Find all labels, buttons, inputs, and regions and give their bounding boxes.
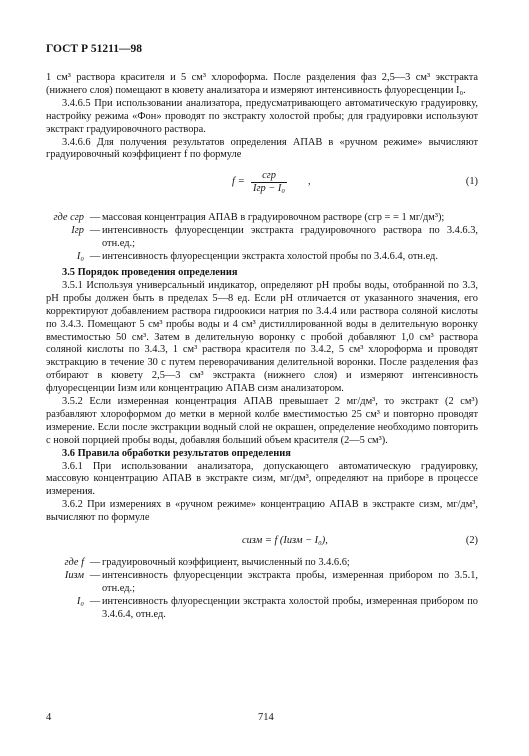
legend-symbol: Iгр xyxy=(71,225,84,237)
formula-1-fraction xyxy=(251,170,287,195)
section-heading-3-6: 3.6 Правила обработки результатов определения xyxy=(62,447,291,459)
formula-1-numerator: cгр xyxy=(251,170,287,183)
legend-row: I₀ — интенсивность флуоресценции экстракта холостой пробы по 3.4.6.4, отн.ед. xyxy=(46,251,478,264)
paragraph-3-5-2: 3.5.2 Если измеренная концентрация АПАВ превышает 2 мг/дм³, то экстракт (2 см³) разбавляют хлороформом до метки в мерной колбе вместимостью 25 см³ и повторно проводят измерение. Если после экстракции водный слой не окрашен, определение необходимо повторить с новой порцией пробы воды, добавляя больший объем красителя (2—5 см³). xyxy=(46,396,478,446)
formula-1 xyxy=(46,170,478,206)
legend-text: интенсивность флуоресценции экстракта пробы, измеренная прибором по 3.5.1, отн.ед.; xyxy=(102,570,478,594)
paragraph-3-6-1: 3.6.1 При использовании анализатора, допускающего автоматическую градуировку, массовую концентрацию АПАВ в экстракте cизм, мг/дм³, определяют на приборе в процессе измерения. xyxy=(46,460,478,498)
legend-row: I₀ — интенсивность флуоресценции экстракта холостой пробы, измеренная прибором по 3.4.6.4, отн.ед. xyxy=(46,596,478,622)
legend-text: интенсивность флуоресценции экстракта холостой пробы, измеренная прибором по 3.4.6.4, отн.ед. xyxy=(102,595,478,620)
formula-2-expression: cизм = f (Iизм − I₀), xyxy=(242,535,328,547)
folio-number: 4 xyxy=(46,712,52,723)
legend-text: интенсивность флуоресценции экстракта холостой пробы по 3.4.6.4, отн.ед. xyxy=(102,251,438,263)
running-header: ГОСТ Р 51211—98 xyxy=(46,43,142,55)
formula-1-number: (1) xyxy=(465,176,478,188)
formula-1-comma: , xyxy=(308,176,311,188)
paragraph-3-4-6-6: 3.4.6.6 Для получения результатов определения АПАВ в «ручном режиме» вычисляют градуировочный коэффициент f по формуле xyxy=(46,136,478,161)
formula-1-legend xyxy=(46,212,478,264)
legend-text: градуировочный коэффициент, вычисленный по 3.4.6.6; xyxy=(102,557,350,569)
legend-symbol: где f xyxy=(64,557,84,569)
formula-2-number: (2) xyxy=(465,535,478,547)
legend-symbol: I₀ xyxy=(76,251,84,263)
legend-text: массовая концентрация АПАВ в градуировочном растворе (cгр = = 1 мг/дм³); xyxy=(102,212,445,224)
legend-symbol: Iизм xyxy=(64,570,84,581)
page-number: 714 xyxy=(258,712,274,723)
formula-1-denominator: Iгр − I₀ xyxy=(253,183,285,195)
legend-row: Iгр — интенсивность флуоресценции экстракта градуировочного раствора по 3.4.6.3, отн.ед.; xyxy=(46,225,478,251)
legend-symbol: I₀ xyxy=(76,595,84,607)
legend-row: Iизм — интенсивность флуоресценции экстракта пробы, измеренная прибором по 3.5.1, отн.ед.; xyxy=(46,570,478,596)
formula-2 xyxy=(46,531,478,553)
formula-1-lhs: f = xyxy=(232,176,245,188)
paragraph-3-5-1: 3.5.1 Используя универсальный индикатор, определяют pH пробы воды, отобранной по 3.3, pH пробы должен быть в пределах 5—8 ед. Если pH отличается от указанного значения, его корректируют добавлением раствора гидроокиси натрия по 3.4.4 или раствора соляной кислоты по 3.4.3. Помещают 5 см³ пробы воды и 4 см³ дистиллированной воды в делительную воронку вместимостью 50 см³. Затем в делительную воронку с пробой добавляют 1,0 см³ раствора соляной кислоты по 3.4.3, 1 см³ раствора красителя по 3.4.2, 5 см³ хлороформа и проводят экстракцию в течение 30 с путем переворачивания делительной воронки. После разделения фаз отбирают в кювету 2,5—3 см³ экстракта (нижнего слоя) и измеряют интенсивность флуоресценции Iизм или концентрацию АПАВ cизм анализатором. xyxy=(46,279,478,395)
paragraph-3-6-2: 3.6.2 При измерениях в «ручном режиме» концентрацию АПАВ в экстракте cизм, мг/дм³, вычисляют по формуле xyxy=(46,499,478,524)
formula-2-legend xyxy=(46,557,478,622)
paragraph-continuation: 1 см³ раствора красителя и 5 см³ хлороформа. После разделения фаз 2,5—3 см³ экстракта (нижнего слоя) помещают в кювету анализатора и измеряют интенсивность флуоресценции I₀. xyxy=(46,72,478,96)
section-heading-3-5: 3.5 Порядок проведения определения xyxy=(62,266,238,278)
document-body xyxy=(46,72,478,625)
legend-symbol: где cгр xyxy=(53,212,84,224)
legend-text: интенсивность флуоресценции экстракта градуировочного раствора по 3.4.6.3, отн.ед.; xyxy=(102,225,478,250)
legend-row: где cгр — массовая концентрация АПАВ в градуировочном растворе (cгр = = 1 мг/дм³); xyxy=(46,212,478,225)
paragraph-3-4-6-5: 3.4.6.5 При использовании анализатора, предусматривающего автоматическую градуировку, настройку режима «Фон» проводят по экстракту холостой пробы; для градуировки используют экстракт градуировочного раствора. xyxy=(46,97,478,135)
legend-row: где f — градуировочный коэффициент, вычисленный по 3.4.6.6; xyxy=(46,557,478,570)
